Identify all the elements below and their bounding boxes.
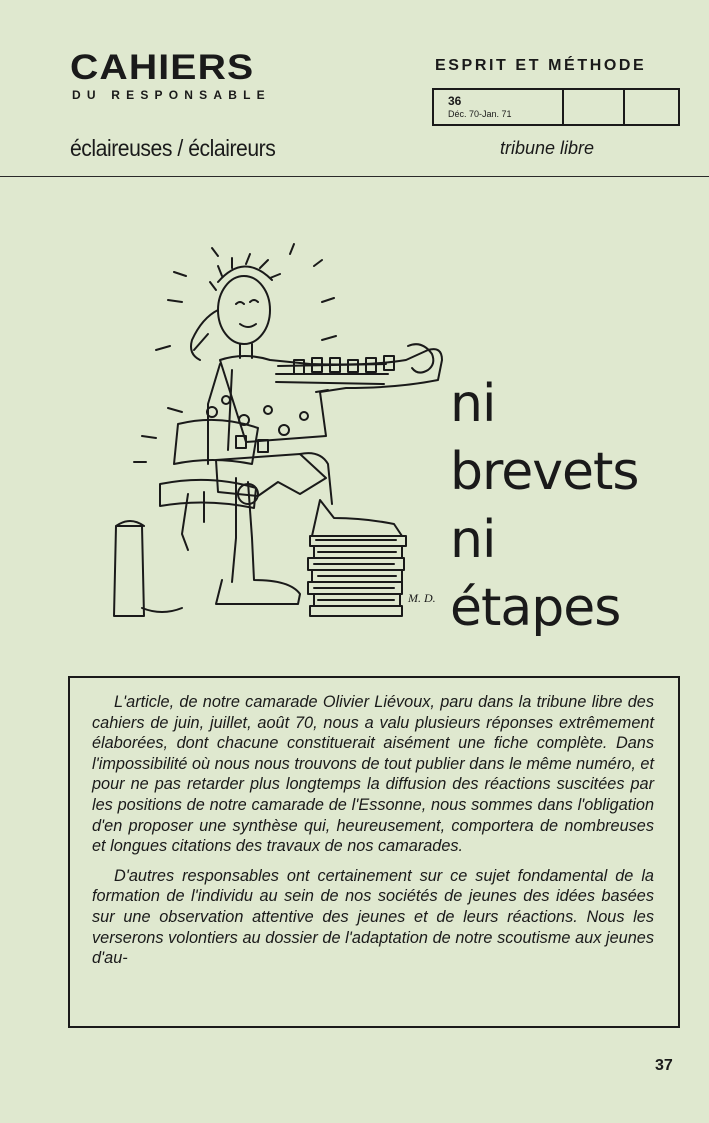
- brand-subtitle: DU RESPONSABLE: [72, 88, 271, 102]
- scout-illustration: [108, 240, 448, 630]
- page-number: 37: [655, 1057, 673, 1074]
- brand-title: CAHIERS: [70, 48, 255, 87]
- rubric-label: tribune libre: [500, 138, 595, 158]
- issue-date: Déc. 70-Jan. 71: [448, 109, 512, 119]
- headline-line: étapes: [450, 578, 621, 638]
- series-title: ESPRIT ET MÉTHODE: [435, 57, 647, 74]
- headline-line: brevets: [450, 442, 639, 502]
- intro-paragraph: L'article, de notre camarade Olivier Liévoux, paru dans la tribune libre des cahiers de juin, juillet, août 70, nous a valu plusieurs réponses extrêmement élaborées, dont chacune constituerait aisément une fiche complète. Dans l'impossibilité où nous nous trouvons de tout publier dans le même numéro, et pour ne pas retarder plus longtemps la diffusion des réactions suscitées par les positions de notre camarade de l'Essonne, nous sommes dans l'obligation d'en proposer une synthèse qui, heureusement, comportera de nombreuses et longues citations des travaux de nos camarades.: [92, 693, 654, 856]
- headline-line: ni: [450, 374, 496, 434]
- issue-cell-empty: [564, 90, 625, 124]
- header-divider: [0, 176, 709, 177]
- brand-section: éclaireuses / éclaireurs: [70, 135, 276, 161]
- headline: [450, 370, 638, 642]
- intro-paragraph: D'autres responsables ont certainement sur ce sujet fondamental de la formation de l'individu au sein de nos sociétés de jeunes des idées basées sur une observation attentive des jeunes et de leurs réactions. Nous les verserons volontiers au dossier de l'adaptation de notre scoutisme aux jeunes d'au-: [92, 866, 654, 968]
- headline-line: ni: [450, 510, 496, 570]
- intro-box: [68, 676, 680, 1028]
- issue-number: 36: [448, 94, 462, 108]
- illustration-signature: M. D.: [408, 591, 436, 605]
- issue-box: [432, 88, 680, 126]
